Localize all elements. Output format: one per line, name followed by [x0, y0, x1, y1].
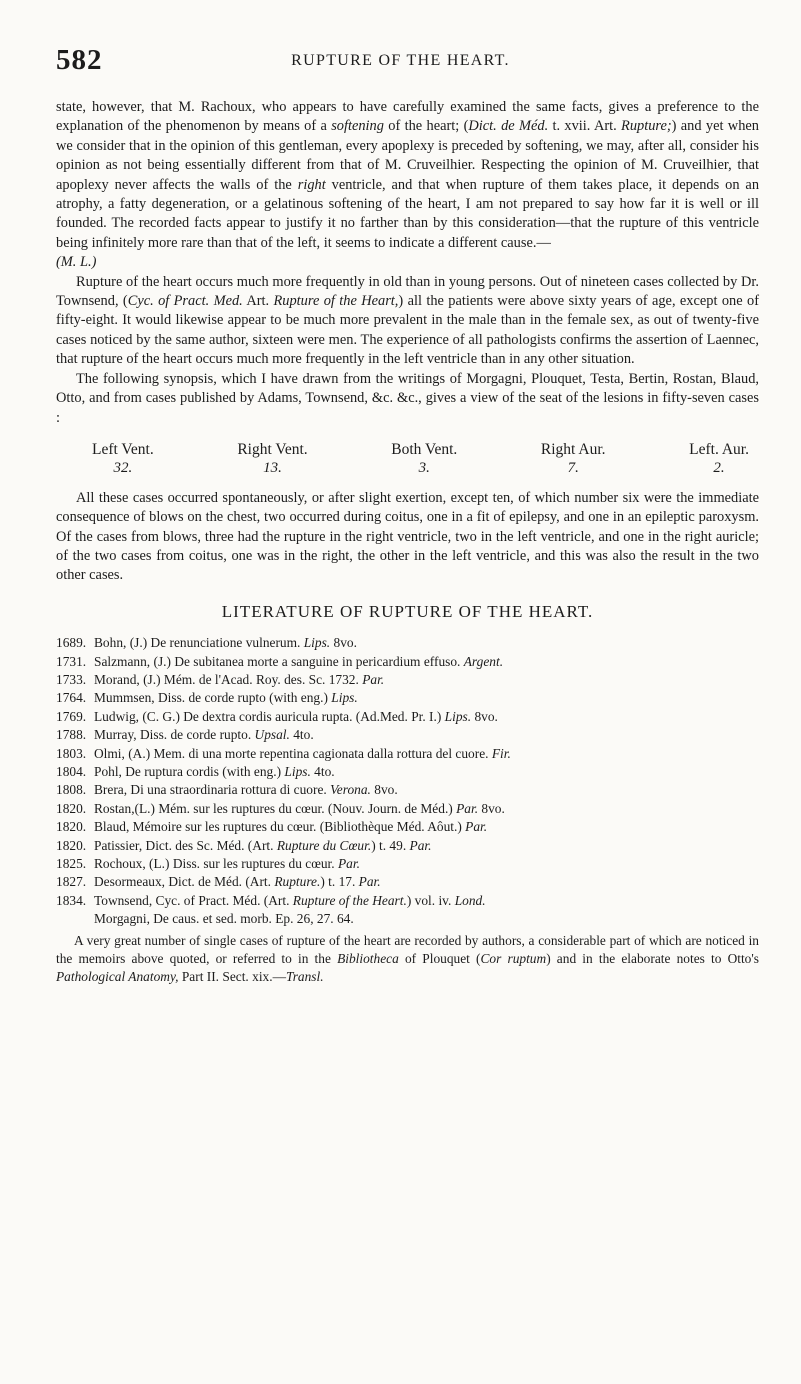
synopsis-column: Left Vent. 32. — [92, 440, 154, 477]
signature: (M. L.) — [56, 254, 97, 271]
reference-item: 1788. Murray, Diss. de corde rupto. Upsal. 4to. — [56, 727, 314, 743]
synopsis-column: Right Vent. 13. — [237, 440, 308, 477]
reference-item: 1689. Bohn, (J.) De renunciatione vulnerum. Lips. 8vo. — [56, 635, 357, 651]
reference-item: 1769. Ludwig, (C. G.) De dextra cordis auricula rupta. (Ad.Med. Pr. I.) Lips. 8vo. — [56, 708, 498, 724]
running-title: RUPTURE OF THE HEART. — [291, 52, 510, 69]
page-header — [0, 44, 801, 80]
reference-item: 1825. Rochoux, (L.) Diss. sur les ruptures du cœur. Par. — [56, 856, 360, 872]
reference-item: 1731. Salzmann, (J.) De subitanea morte a sanguine in pericardium effuso. Argent. — [56, 653, 504, 669]
reference-item: 1804. Pohl, De ruptura cordis (with eng.) Lips. 4to. — [56, 764, 335, 779]
reference-item: 1764. Mummsen, Diss. de corde rupto (with eng.) Lips. — [56, 690, 358, 706]
reference-item: 1808. Brera, Di una straordinaria rottura di cuore. Verona. 8vo. — [56, 782, 398, 798]
synopsis-table — [92, 440, 749, 479]
translator-note: A very great number of single cases of rupture of the heart are recorded by authors, a considerable part of which are noticed in the memoirs above quoted, or referred to in the Bibliotheca of Plouquet (Cor ruptum) and in the elaborate notes to Otto's Pathological Anatomy, Part II. Sect. xix.—Transl. — [56, 932, 759, 985]
reference-item: 1820. Rostan,(L.) Mém. sur les ruptures du cœur. (Nouv. Journ. de Méd.) Par. 8vo. — [56, 800, 505, 816]
synopsis-column: Right Aur. 7. — [540, 440, 606, 477]
page-number: 582 — [56, 44, 103, 76]
paragraph-1: state, however, that M. Rachoux, who appears to have carefully examined the same facts, gives a preference to the explanation of the phenomenon by means of a softening of the heart; (Dict. de Méd. t. xvii. Art. Rupture;) and yet when we consider that in the opinion of this gentleman, every apoplexy is preceded by softening, we may, after all, consider his opinion as not being essentially different from that of M. Cruveilhier. Respecting the opinion of M. Cruveilhier, that apoplexy never affects the walls of the right ventricle, and that when rupture of them takes place, it depends on an atrophy, a fatty degeneration, or a gelatinous softening of the heart, I am not prepared to say how far it is well or ill founded. The recorded facts appear to justify it no farther than by this consideration—that the rupture of this ventricle being infinitely more rare than that of the left, it seems to indicate a different cause.— (M. L.) — [56, 99, 760, 271]
reference-list — [56, 634, 759, 929]
paragraph-3: The following synopsis, which I have drawn from the writings of Morgagni, Plouquet, Testa, Bertin, Rostan, Blaud, Otto, and from cases published by Adams, Townsend, &c. &c., gives a view of the seat of the lesions in fifty-seven cases : — [56, 370, 759, 426]
reference-item: 1733. Morand, (J.) Mém. de l'Acad. Roy. des. Sc. 1732. Par. — [56, 671, 385, 687]
reference-item: 1803. Olmi, (A.) Mem. di una morte repentina cagionata dalla rottura del cuore. Fir. — [56, 745, 511, 761]
reference-item: 1827. Desormeaux, Dict. de Méd. (Art. Rupture.) t. 17. Par. — [56, 874, 381, 890]
paragraph-4: All these cases occurred spontaneously, or after slight exertion, except ten, of which number six were the immediate consequence of blows on the chest, two occurred during coitus, one in a fit of epilepsy, and one in an epileptic paroxysm. Of the cases from blows, three had the rupture in the right ventricle, two in the left ventricle, and one in the right auricle; of the two cases from coitus, one was in the right, the other in the left ventricle, and this was also the result in the two other cases. — [56, 489, 759, 584]
synopsis-column: Left. Aur. 2. — [689, 440, 749, 477]
body-text — [56, 98, 759, 987]
paragraph-2: Rupture of the heart occurs much more frequently in old than in young persons. Out of nineteen cases collected by Dr. Townsend, (Cyc. of Pract. Med. Art. Rupture of the Heart,) all the patients were above sixty years of age, except one of fifty-eight. It would likewise appear to be much more prevalent in the male than in the female sex, as out of twenty-five cases noticed by the same author, sixteen were men. The experience of all pathologists confirms the assertion of Laennec, that rupture of the heart occurs much more frequently in the left ventricle than in any other situation. — [56, 273, 759, 368]
literature-heading: LITERATURE OF RUPTURE OF THE HEART. — [221, 601, 594, 621]
reference-item: 1820. Blaud, Mémoire sur les ruptures du cœur. (Bibliothèque Méd. Aôut.) Par. — [56, 819, 488, 835]
reference-continuation: Morgagni, De caus. et sed. morb. Ep. 26, 27. 64. — [94, 911, 354, 927]
reference-item: 1820. Patissier, Dict. des Sc. Méd. (Art. Rupture du Cœur.) t. 49. Par. — [56, 837, 432, 853]
synopsis-column: Both Vent. 3. — [391, 440, 458, 477]
reference-item: 1834. Townsend, Cyc. of Pract. Méd. (Art. Rupture of the Heart.) vol. iv. Lond. — [56, 892, 486, 908]
